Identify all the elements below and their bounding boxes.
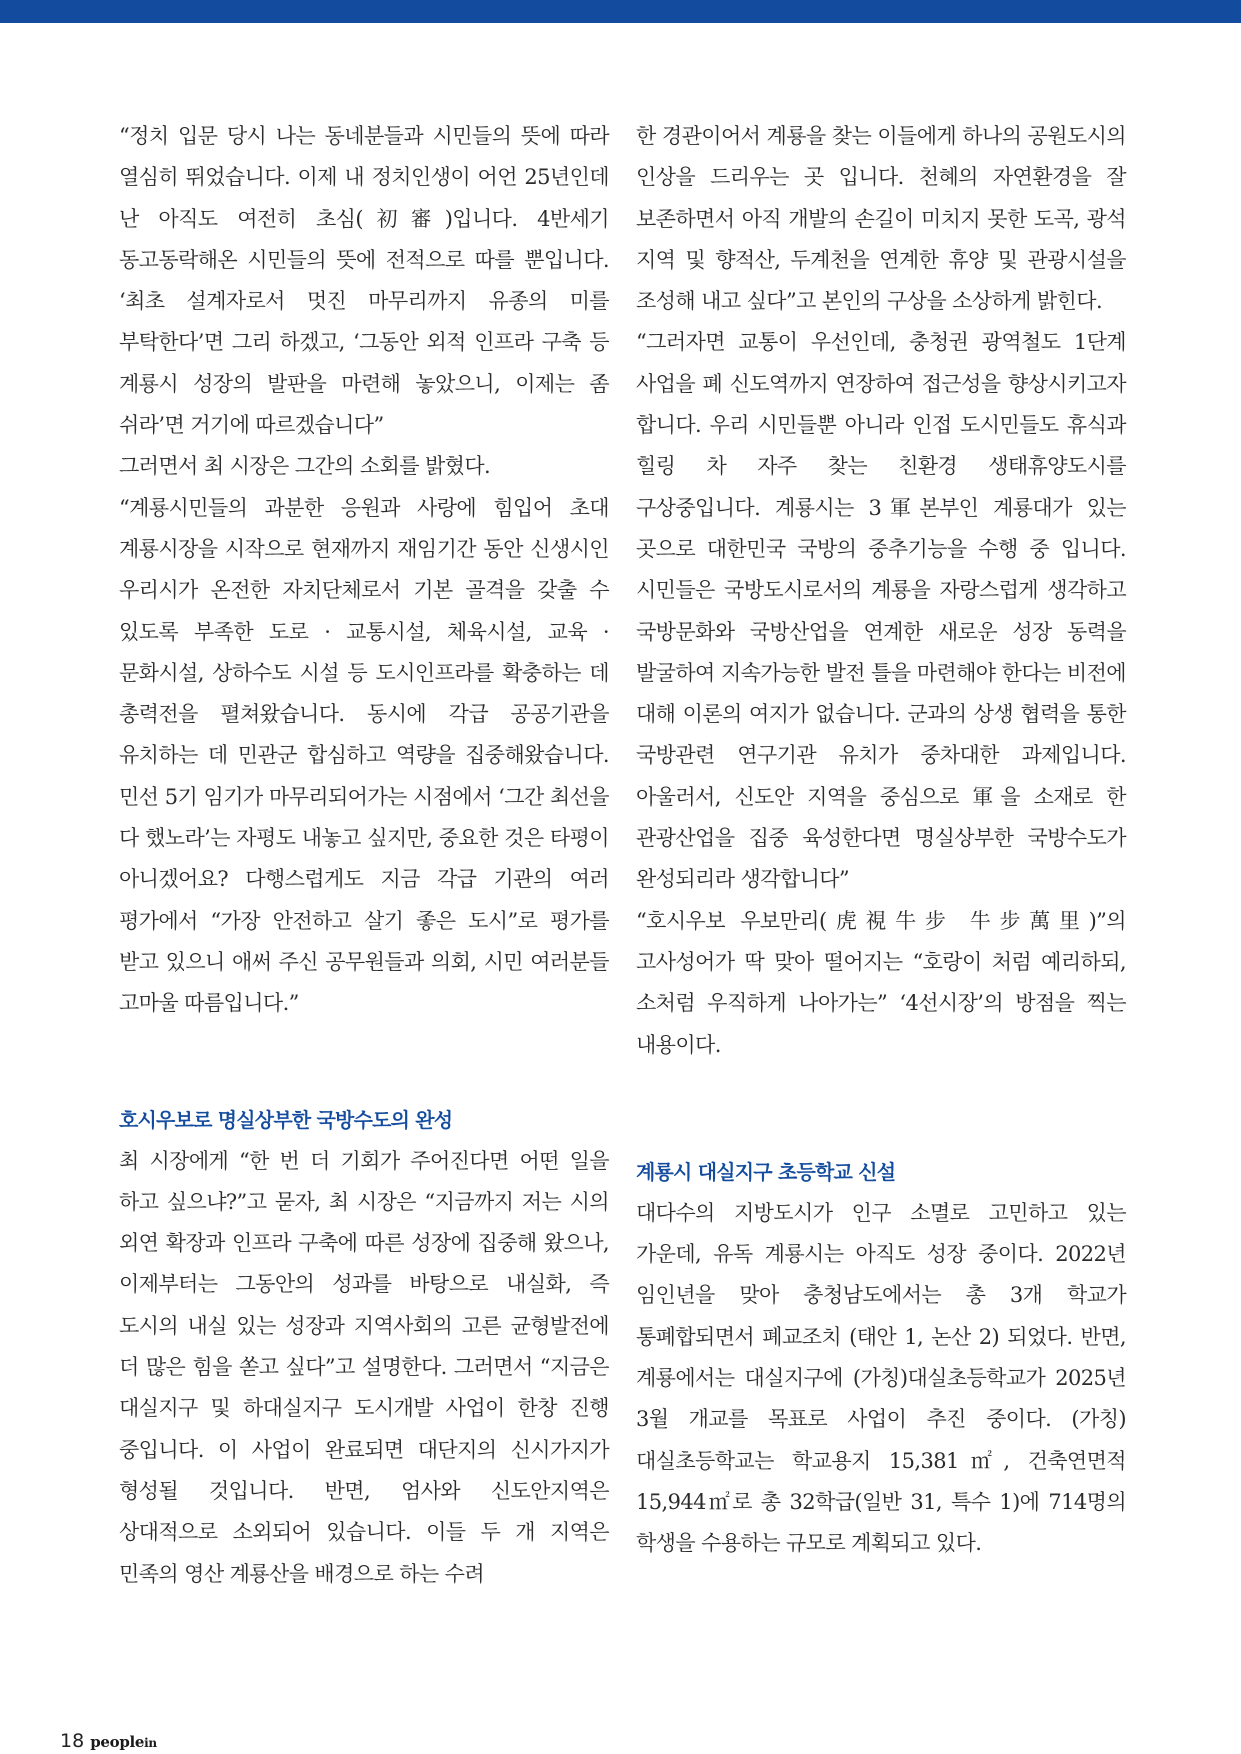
body-paragraph: 대다수의 지방도시가 인구 소멸로 고민하고 있는 가운데, 유독 계룡시는 아직도 성장 중이다. 2022년 임인년을 맞아 충청남도에서는 총 3개 학교가 통폐합되면서 폐교조치 (태안 1, 논산 2) 되었다. 반면, 계룡에서는 대실지구에 (가칭)대실초등학교가 2025년 3월 개교를 목표로 사업이 추진 중이다. (가칭)대실초등학교는 학교용지 15,381㎡, 건축연면적 15,944㎡로 총 32학급(일반 31, 특수 1)에 714명의 학생을 수용하는 규모로 계획되고 있다. xyxy=(636,1200,1126,1556)
left-column xyxy=(119,116,609,1595)
body-paragraph: 한 경관이어서 계룡을 찾는 이들에게 하나의 공원도시의 인상을 드리우는 곳 입니다. 천혜의 자연환경을 잘 보존하면서 아직 개발의 손길이 미치지 못한 도곡, 광석 지역 및 향적산, 두계천을 연계한 휴양 및 관광시설을 조성해 내고 싶다”고 본인의 구상을 소상하게 밝힌다. xyxy=(636,124,1126,314)
body-paragraph: 그러면서 최 시장은 그간의 소회를 밝혔다. xyxy=(119,454,491,479)
body-paragraph: “계룡시민들의 과분한 응원과 사랑에 힘입어 초대 계룡시장을 시작으로 현재까지 재임기간 동안 신생시인 우리시가 온전한 자치단체로서 기본 골격을 갖출 수 있도록 부족한 도로 · 교통시설, 체육시설, 교육 · 문화시설, 상하수도 시설 등 도시인프라를 확충하는 데 총력전을 펼쳐왔습니다. 동시에 각급 공공기관을 유치하는 데 민관군 합심하고 역량을 집중해왔습니다. 민선 5기 임기가 마무리되어가는 시점에서 ‘그간 최선을 다 했노라’는 자평도 내놓고 싶지만, 중요한 것은 타평이 아니겠어요? 다행스럽게도 지금 각급 기관의 여러 평가에서 “가장 안전하고 살기 좋은 도시”로 평가를 받고 있으니 애써 주신 공무원들과 의회, 시민 여러분들 고마울 따름입니다.” xyxy=(119,495,609,1016)
page-footer xyxy=(60,1730,157,1754)
section-heading: 호시우보로 명실상부한 국방수도의 완성 xyxy=(119,1107,453,1132)
body-paragraph: “그러자면 교통이 우선인데, 충청권 광역철도 1단계 사업을 폐 신도역까지 연장하여 접근성을 향상시키고자 합니다. 우리 시민들뿐 아니라 인접 도시민들도 휴식과 힐링 차 자주 찾는 친환경 생태휴양도시를 구상중입니다. 계룡시는 3軍본부인 계룡대가 있는 곳으로 대한민국 국방의 중추기능을 수행 중 입니다. 시민들은 국방도시로서의 계룡을 자랑스럽게 생각하고 국방문화와 국방산업을 연계한 새로운 성장 동력을 발굴하여 지속가능한 발전 틀을 마련해야 한다는 비전에 대해 이론의 여지가 없습니다. 군과의 상생 협력을 통한 국방관련 연구기관 유치가 중차대한 과제입니다. 아울러서, 신도안 지역을 중심으로 軍을 소재로 한 관광산업을 집중 육성한다면 명실상부한 국방수도가 완성되리라 생각합니다” xyxy=(636,330,1126,892)
right-column xyxy=(636,116,1126,1565)
body-paragraph: 최 시장에게 “한 번 더 기회가 주어진다면 어떤 일을 하고 싶으냐?”고 묻자, 최 시장은 “지금까지 저는 시의 외연 확장과 인프라 구축에 따른 성장에 집중해 왔으나, 이제부터는 그동안의 성과를 바탕으로 내실화, 즉 도시의 내실 있는 성장과 지역사회의 고른 균형발전에 더 많은 힘을 쏟고 싶다”고 설명한다. 그러면서 “지금은 대실지구 및 하대실지구 도시개발 사업이 한창 진행 중입니다. 이 사업이 완료되면 대단지의 신시가지가 형성될 것입니다. 반면, 엄사와 신도안지역은 상대적으로 소외되어 있습니다. 이들 두 개 지역은 민족의 영산 계룡산을 배경으로 하는 수려 xyxy=(119,1148,609,1586)
logo-suffix: in xyxy=(144,1736,157,1750)
section-heading: 계룡시 대실지구 초등학교 신설 xyxy=(636,1159,896,1184)
body-paragraph: “정치 입문 당시 나는 동네분들과 시민들의 뜻에 따라 열심히 뛰었습니다. 이제 내 정치인생이 어언 25년인데 난 아직도 여전히 초심(初審)입니다. 4반세기 동고동락해온 시민들의 뜻에 전적으로 따를 뿐입니다. ‘최초 설계자로서 멋진 마무리까지 유종의 미를 부탁한다’면 그리 하겠고, ‘그동안 외적 인프라 구축 등 계룡시 성장의 발판을 마련해 놓았으니, 이제는 좀 쉬라’면 거기에 따르겠습니다” xyxy=(119,124,609,438)
body-paragraph: “호시우보 우보만리(虎視牛步 牛步萬里)”의 고사성어가 딱 맞아 떨어지는 “호랑이 처럼 예리하되, 소처럼 우직하게 나아가는” ‘4선시장’의 방점을 찍는 내용이다. xyxy=(636,908,1126,1057)
magazine-logo xyxy=(90,1733,157,1751)
page-number: 18 xyxy=(60,1730,85,1752)
logo-text: people xyxy=(90,1733,145,1751)
top-color-bar xyxy=(0,0,1241,23)
